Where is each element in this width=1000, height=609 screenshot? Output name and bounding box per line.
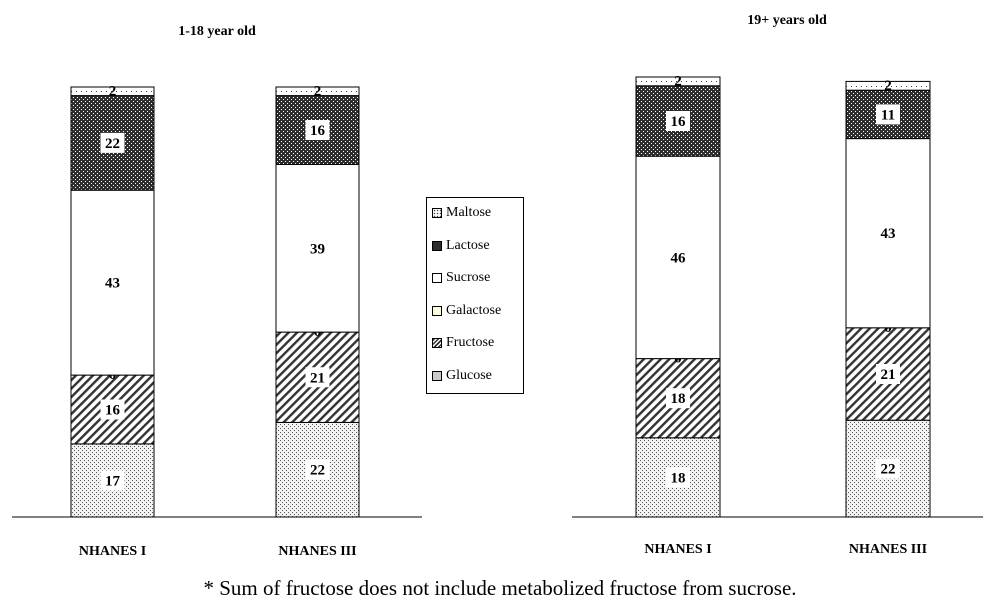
chart-title: 1-18 year old xyxy=(178,24,256,39)
data-label-maltose: 2 xyxy=(108,83,117,100)
legend-item-fructose xyxy=(432,335,494,351)
x-tick-label: NHANES I xyxy=(78,544,147,559)
x-tick-label: NHANES III xyxy=(848,542,928,557)
data-label-lactose: 16 xyxy=(670,114,686,130)
data-label-sucrose: 43 xyxy=(105,275,120,292)
data-label-lactose: 22 xyxy=(105,135,120,152)
data-label-fructose: 16 xyxy=(105,402,120,419)
x-tick-label: NHANES III xyxy=(278,544,357,559)
legend-item-lactose xyxy=(432,238,490,254)
legend-swatch-glucose xyxy=(432,371,442,381)
legend-swatch-maltose xyxy=(432,208,442,218)
legend xyxy=(426,197,524,394)
legend-swatch-lactose xyxy=(432,241,442,251)
legend-swatch-sucrose xyxy=(432,273,442,283)
legend-label: Galactose xyxy=(446,302,502,318)
legend-label: Maltose xyxy=(446,205,492,220)
legend-item-sucrose xyxy=(432,270,490,286)
data-label-fructose: 21 xyxy=(880,367,896,383)
legend-item-glucose xyxy=(432,368,492,384)
legend-item-galactose xyxy=(432,303,501,319)
data-label-maltose: 2 xyxy=(313,83,322,100)
legend-label: Glucose xyxy=(446,367,492,383)
data-label-glucose: 18 xyxy=(670,470,686,487)
legend-swatch-galactose xyxy=(432,306,442,316)
legend-item-maltose xyxy=(432,205,491,221)
data-label-glucose: 22 xyxy=(880,461,896,478)
data-label-glucose: 22 xyxy=(310,462,325,479)
data-label-glucose: 17 xyxy=(105,473,120,490)
data-label-maltose: 2 xyxy=(674,73,682,90)
data-label-sucrose: 39 xyxy=(310,241,325,258)
data-label-lactose: 16 xyxy=(310,123,325,139)
x-tick-label: NHANES I xyxy=(644,542,712,557)
legend-label: Sucrose xyxy=(446,270,491,285)
legend-label: Lactose xyxy=(446,237,490,253)
legend-swatch-fructose xyxy=(432,338,442,348)
data-label-lactose: 11 xyxy=(880,107,896,124)
data-label-sucrose: 43 xyxy=(880,226,896,243)
data-label-fructose: 18 xyxy=(670,391,686,408)
data-label-maltose: 2 xyxy=(884,77,892,94)
chart-title: 19+ years old xyxy=(747,13,827,28)
data-label-sucrose: 46 xyxy=(670,250,686,267)
data-label-fructose: 21 xyxy=(310,370,325,387)
footnote: * Sum of fructose does not include metabolized fructose from sucrose. xyxy=(203,576,797,600)
legend-label: Fructose xyxy=(446,335,495,350)
